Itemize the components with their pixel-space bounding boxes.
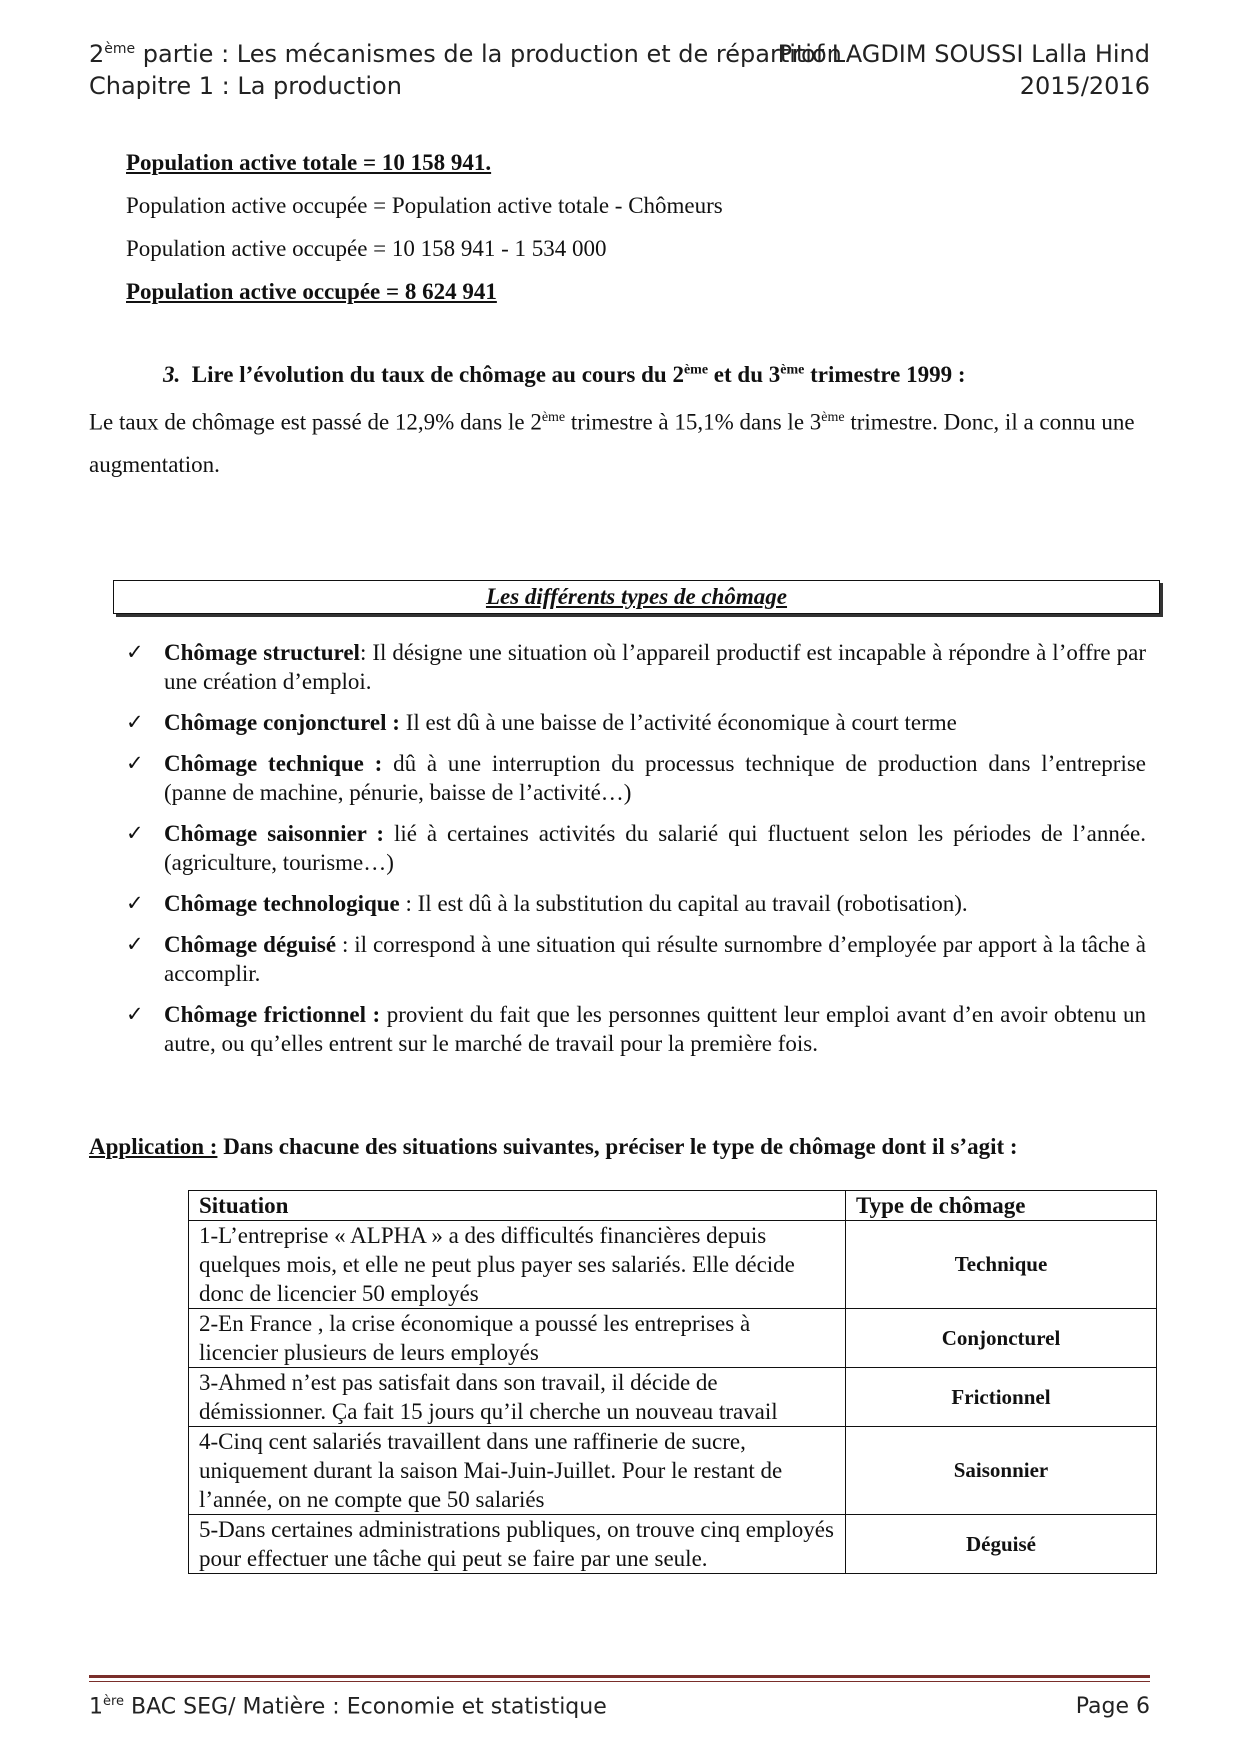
checkmark-icon: ✓ bbox=[126, 640, 144, 664]
application-heading: Application : Dans chacune des situations suivantes, préciser le type de chômage dont il s’agit : bbox=[89, 1134, 1018, 1159]
type-cell: Déguisé bbox=[846, 1515, 1157, 1574]
table-row bbox=[189, 1309, 1157, 1368]
types-list bbox=[126, 638, 1146, 1070]
list-item: ✓ Chômage technologique : Il est dû à la substitution du capital au travail (robotisation). bbox=[126, 891, 968, 916]
column-header-type: Type de chômage bbox=[846, 1191, 1157, 1221]
footer-page-number: Page 6 bbox=[1075, 1694, 1150, 1719]
header-author: Prof LAGDIM SOUSSI Lalla Hind bbox=[777, 40, 1150, 68]
list-item: ✓ Chômage saisonnier : lié à certaines activités du salarié qui fluctuent selon les périodes de l’année.(agriculture, tourisme…) bbox=[126, 821, 1147, 875]
situation-cell: 1-L’entreprise « ALPHA » a des difficultés financières depuis quelques mois, et elle ne peut plus payer ses salariés. Elle décide donc de licencier 50 employés bbox=[189, 1221, 846, 1309]
type-cell: Conjoncturel bbox=[846, 1309, 1157, 1368]
type-cell: Frictionnel bbox=[846, 1368, 1157, 1427]
application-table bbox=[188, 1190, 1157, 1574]
calc-result: Population active occupée = 8 624 941 bbox=[126, 279, 497, 304]
table-row bbox=[189, 1515, 1157, 1574]
situation-cell: 5-Dans certaines administrations publiques, on trouve cinq employés pour effectuer une tâche qui peut se faire par une seule. bbox=[189, 1515, 846, 1574]
calc-substitution: Population active occupée = 10 158 941 - 1 534 000 bbox=[126, 236, 607, 261]
question-number: 3. bbox=[163, 362, 181, 387]
header-year: 2015/2016 bbox=[1019, 72, 1150, 100]
list-item: ✓ Chômage technique : dû à une interruption du processus technique de production dans l’entreprise (panne de machine, pénurie, baisse de l’activité…) bbox=[126, 751, 1147, 805]
question-3: 3. Lire l’évolution du taux de chômage au cours du 2ème et du 3ème trimestre 1999 : bbox=[163, 362, 966, 387]
checkmark-icon: ✓ bbox=[126, 891, 144, 915]
footer-rule-thin bbox=[89, 1681, 1150, 1682]
calc-formula: Population active occupée = Population active totale - Chômeurs bbox=[126, 193, 723, 218]
checkmark-icon: ✓ bbox=[126, 821, 144, 845]
table-row bbox=[189, 1427, 1157, 1515]
table-row bbox=[189, 1368, 1157, 1427]
column-header-situation: Situation bbox=[189, 1191, 846, 1221]
footer-rule bbox=[89, 1675, 1150, 1678]
list-item: ✓ Chômage conjoncturel : Il est dû à une baisse de l’activité économique à court terme bbox=[126, 710, 957, 735]
table-header-row bbox=[189, 1191, 1157, 1221]
types-section-title: Les différents types de chômage bbox=[113, 580, 1160, 614]
list-item: ✓ Chômage frictionnel : provient du fait que les personnes quittent leur emploi avant d’en avoir obtenu un autre, ou qu’elles entrent sur le marché de travail pour la première fois. bbox=[126, 1002, 1147, 1056]
calc-total: Population active totale = 10 158 941. bbox=[126, 150, 492, 175]
list-item: ✓ Chômage structurel: Il désigne une situation où l’appareil productif est incapable à répondre à l’offre par une création d’emploi. bbox=[126, 640, 1146, 694]
checkmark-icon: ✓ bbox=[126, 1002, 144, 1026]
table-row bbox=[189, 1221, 1157, 1309]
footer-level: 1ère BAC SEG/ Matière : Economie et statistique bbox=[89, 1694, 607, 1720]
checkmark-icon: ✓ bbox=[126, 710, 144, 734]
checkmark-icon: ✓ bbox=[126, 932, 144, 956]
situation-cell: 3-Ahmed n’est pas satisfait dans son travail, il décide de démissionner. Ça fait 15 jours qu’il cherche un nouveau travail bbox=[189, 1368, 846, 1427]
type-cell: Technique bbox=[846, 1221, 1157, 1309]
list-item: ✓ Chômage déguisé : il correspond à une situation qui résulte surnombre d’employée par apport à la tâche à accomplir. bbox=[126, 932, 1146, 986]
header-chapter: Chapitre 1 : La production bbox=[89, 72, 402, 100]
situation-cell: 4-Cinq cent salariés travaillent dans une raffinerie de sucre, uniquement durant la saison Mai-Juin-Juillet. Pour le restant de l’année, on ne compte que 50 salariés bbox=[189, 1427, 846, 1515]
header-part: 2ème partie : Les mécanismes de la production et de répartition bbox=[89, 40, 842, 68]
situation-cell: 2-En France , la crise économique a poussé les entreprises à licencier plusieurs de leurs employés bbox=[189, 1309, 846, 1368]
type-cell: Saisonnier bbox=[846, 1427, 1157, 1515]
question-3-answer: Le taux de chômage est passé de 12,9% dans le 2ème trimestre à 15,1% dans le 3ème trimestre. Donc, il a connu une augmentation. bbox=[89, 409, 1135, 477]
checkmark-icon: ✓ bbox=[126, 751, 144, 775]
